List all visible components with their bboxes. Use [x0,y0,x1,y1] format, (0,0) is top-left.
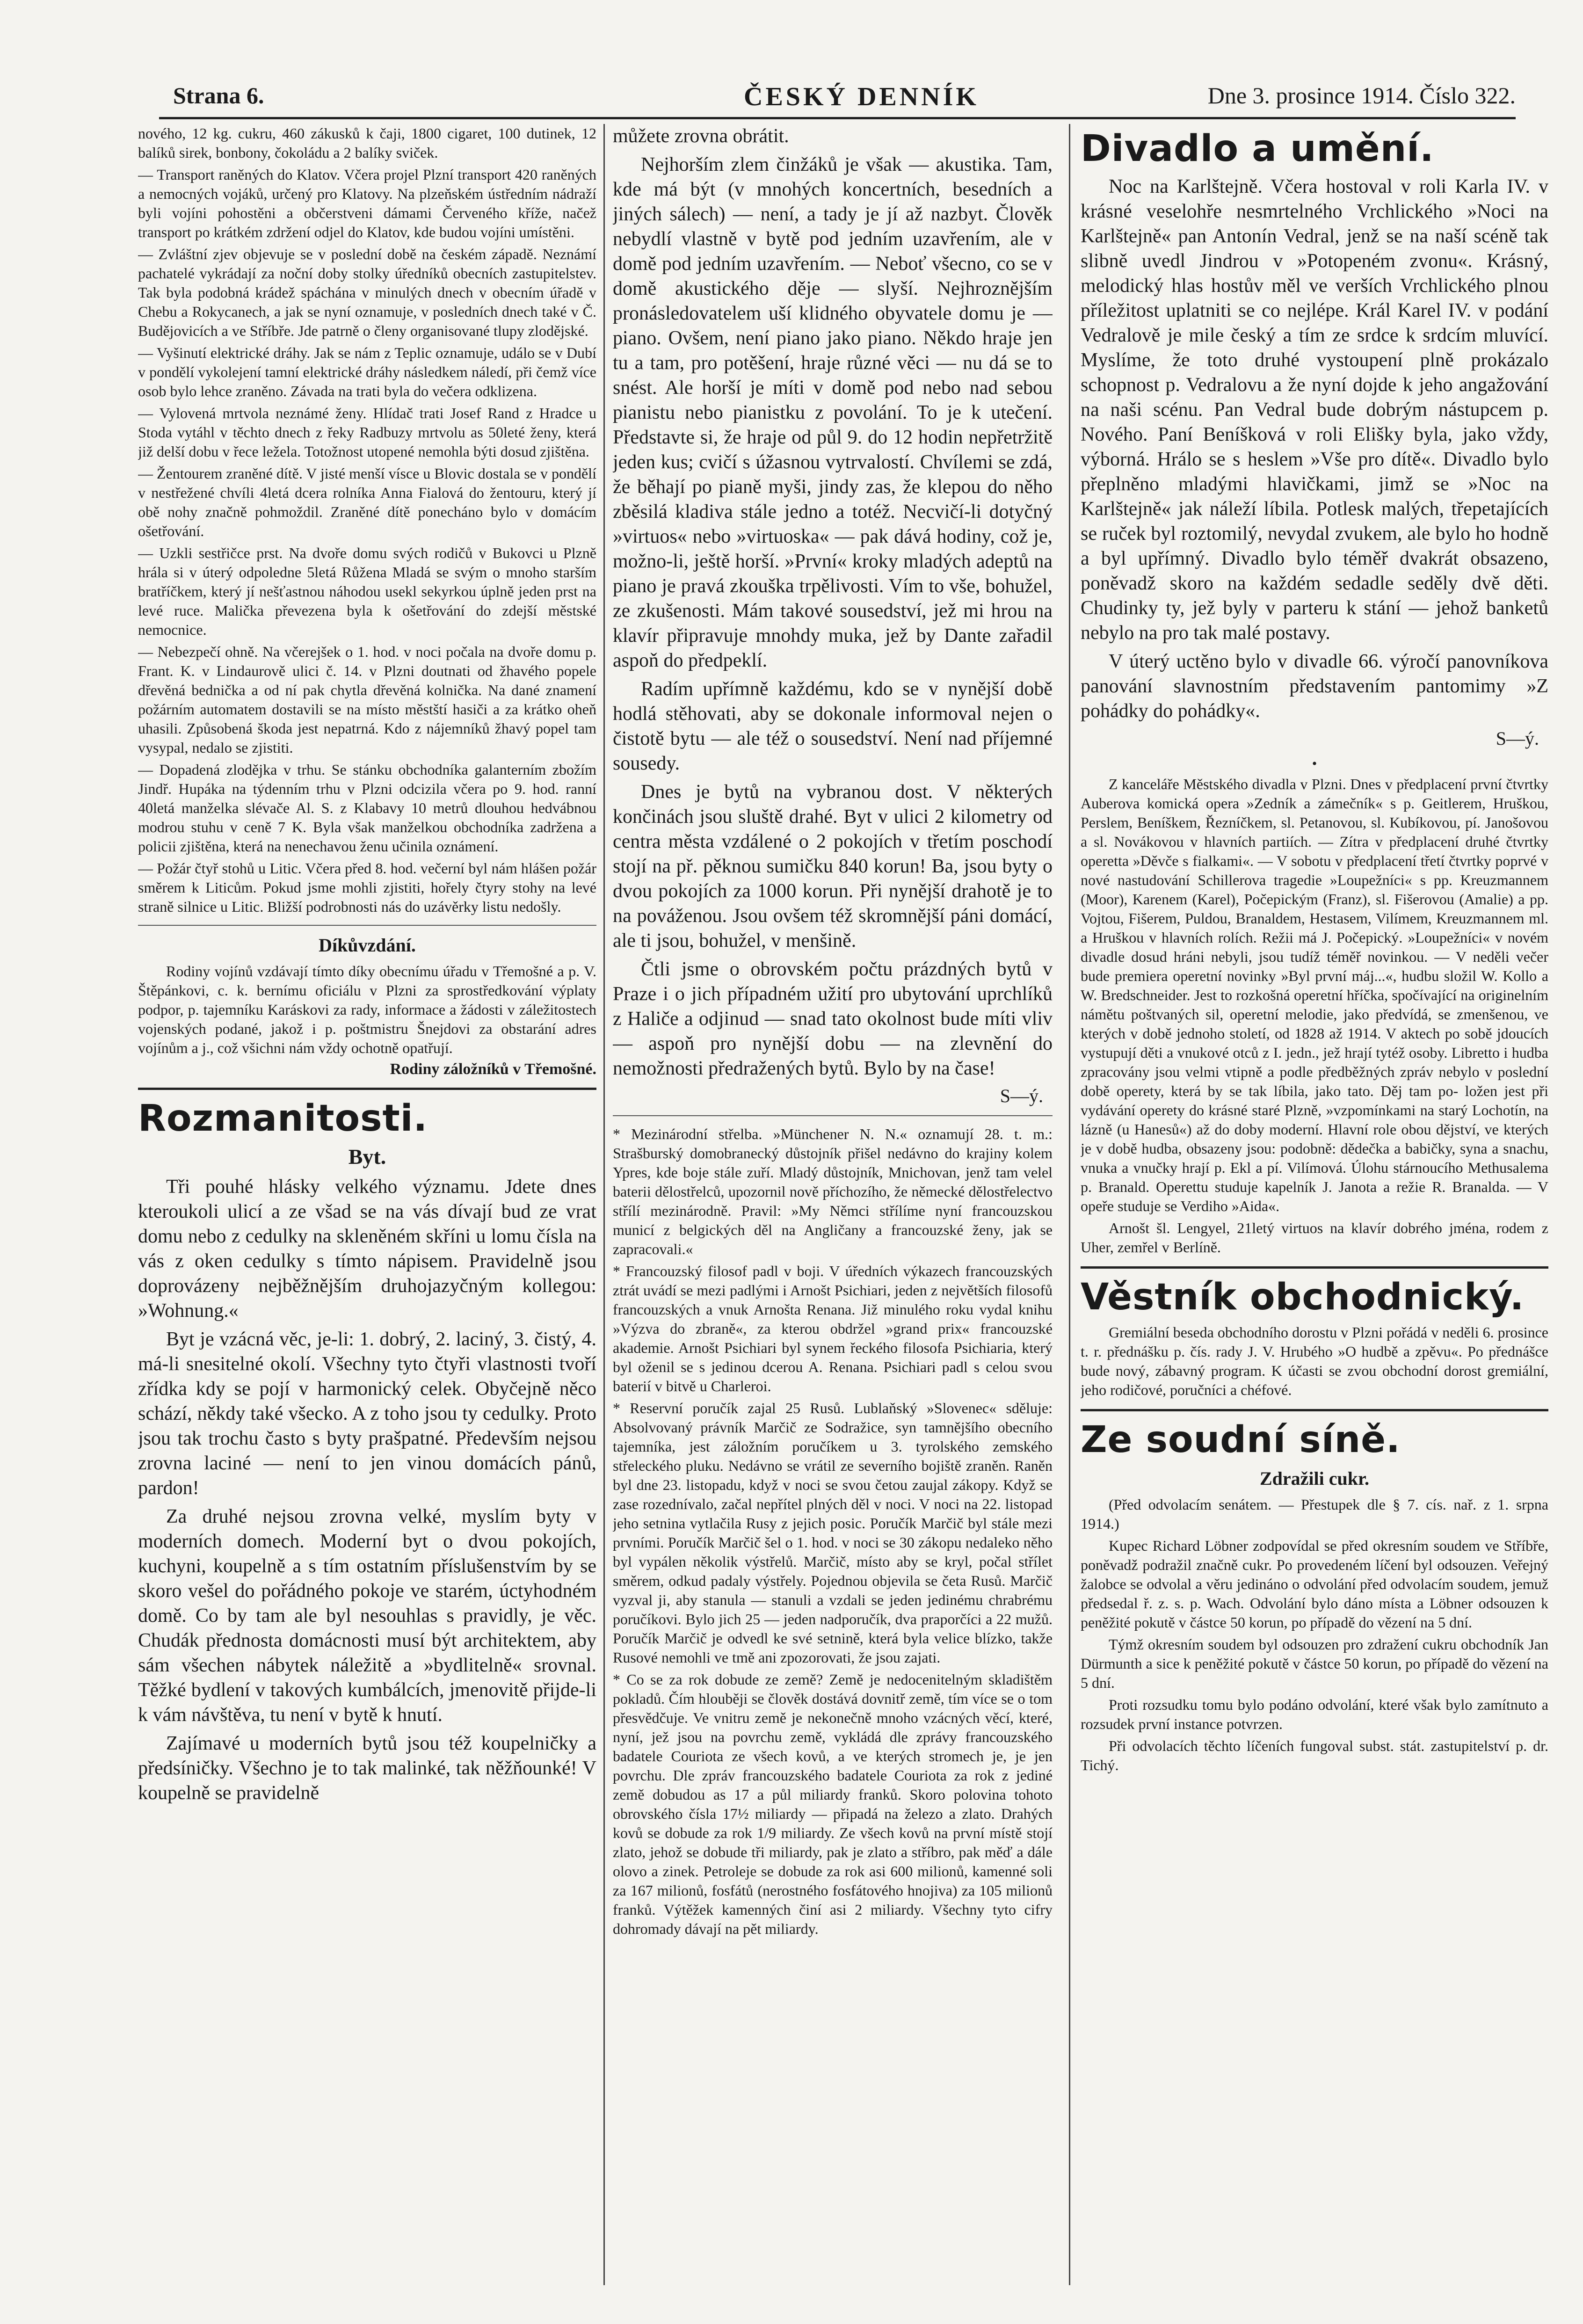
thanks-text: Rodiny vojínů vzdávají tímto díky obecnímu úřadu v Třemošné a p. V. Štěpánkovi, c. k. bernímu oficiálu v Plzni za sprostředkování výplaty podpor, p. tajemníku Karáskovi za rady, informace a žádosti v záležitostech vojenských podané, jakož i p. poštmistru Šnejdovi za obstarání adres vojínům a j., což všichni nám vždy ochotně opatřují. [138,963,596,1056]
misc-section-heading: Rozmanitosti. [138,1097,428,1140]
thanks-heading: Díkůvzdání. [319,935,416,956]
article-paragraph: Čtli jsme o obrovském počtu prázdných bytů v Praze i o jich případném užití pro ubytování uprchlíků z Haliče a odjinud — snad tato okolnost bude míti vliv — aspoň pro nynější dobu — na zlevnění do nemožnosti předražených bytů. Bylo by na čase! [613,959,1053,1079]
news-item: Týmž okresním soudem byl odsouzen pro zdražení cukru obchodník Jan Dürmunth a sice k peněžité pokutě v částce 50 korun, po případě do vězení na 5 dní. [1081,1636,1548,1691]
news-item: * Mezinárodní střelba. »Münchener N. N.« oznamují 28. t. m.: Strašburský domobranecký důstojník přišel nedávno do krajiny kolem Ypres, kde boje stále zuří. Mladý důstojník, Mnichovan, jenž tam velel baterii dělostřelců, upozornil nově příchozího, že německé dělostřelectvo střílí mezinárodně. Pravil: »My Němci střílíme nyní francouzskou municí z belgických děl na Angličany a francouzské ženy, jak se zapracovali.« [613,1126,1053,1257]
news-item: — Vylovená mrtvola neznámé ženy. Hlídač trati Josef Rand z Hradce u Stoda vytáhl v těchto dnech z řeky Radbuzy mrtvolu as 50leté ženy, která již delší dobu v řece ležela. Totožnost utopené nemohla býti dosud zjištěna. [138,405,596,460]
article-paragraph: Nejhorším zlem činžáků je však — akustika. Tam, kde má být (v mnohých koncertních, besedních a jiných sálech) — není, a tady je jí až nazbyt. Člověk nebydlí vlastně v bytě pod jedním uzavřením, ale v domě pod jedním uzavřením. — Neboť všecno, co se v domě akustického děje — slyší. Nejhroznějším pronásledovatelem uší klidného obyvatele domu je — piano. Ovšem, není piano jako piano. Někdo hraje jen tu a tam, pro potěšení, hraje různé věci — nu dá se to snést. Ale horší je míti v domě pod nebo nad sebou pianistu nebo pianistku z povolání. To je k utečení. Představte si, že hraje od půl 9. do 12 hodin nepřetržitě jeden kus; cvičí s úžasnou vytrvalostí. Chvílemi se zdá, že běhají po pianě myši, jindy zas, že klepou do něho zběsilá kladiva stále jedno a totéž. Necvičí-li dotyčný »virtuos« nebo »virtuoska« — pak dává hodiny, což je, možno-li, ještě horší. »První« kroky mladých adeptů na piano je pravá zkouška trpělivosti. Vím to vše, bohužel, ze zkušenosti. Mám takové sousedství, jež mi hrou na klavír připravuje mnohdy muka, jež by Dante zařadil aspoň do předpeklí. [613,154,1053,671]
court-section-heading: Ze soudní síně. [1081,1419,1401,1461]
section-divider [613,1115,1053,1116]
section-divider [138,1088,596,1090]
article-title: Byt. [348,1145,386,1169]
news-item: Při odvolacích těchto líčeních fungoval subst. stát. zastupitelství p. dr. Tichý. [1081,1737,1548,1773]
article-paragraph: Radím upřímně každému, kdo se v nynější době hodlá stěhovati, aby se dokonale informoval nejen o čistotě bytu — ale též o sousedství. Není nad příjemné sousedy. [613,678,1053,774]
article-paragraph: Dnes je bytů na vybranou dost. V některých končinách jsou sluště drahé. Byt v ulici 2 kilometry od centra města vzdálené o 2 pokojích v třetím poschodí stojí na př. pěknou sumičku 840 korun! Ba, jsou byty o dvou pokojích za 1000 korun. Při nynější drahotě je to na pováženou. Jsou ovšem též skromnější páni domácí, ale ti jsou, bohužel, v menšině. [613,781,1053,951]
news-item: — Žentourem zraněné dítě. V jisté menší vísce u Blovic dostala se v pondělí v nestřežené chvíli 4letá dcera rolníka Anna Fialová do žentouru, který jí obě nohy značně pohmoždil. Zraněné dítě ponecháno bylo v domácím ošetřování. [138,465,596,539]
article-paragraph: Byt je vzácná věc, je-li: 1. dobrý, 2. laciný, 3. čistý, 4. má-li snesitelné okolí. Všechny tyto čtyři vlastnosti tvoří zřídka kdy se pojí v harmonický celek. Obyčejně něco schází, někdy také všecko. A z toho jsou ty cedulky. Proto jsou tak trochu často s byty prašpatné. Především nejsou zrovna laciné — není to jen vinou domácích pánů, pardon! [138,1329,596,1499]
news-item: * Reservní poručík zajal 25 Rusů. Lublaňský »Slovenec« sděluje: Absolvovaný právník Marčič ze Sodražice, syn tamnějšího obecního tajemníka, jest záložním poručíkem u 3. tyrolského zemského střeleckého pluku. Nedávno se vrátil ze severního bojiště zraněn. Raněn byl dne 23. listopadu, když v noci se svou četou zaujal zákopy. Když se zase rozednívalo, začal nepřítel plných děl v noci. V noci na 22. listopad jeho setnina vytlačila Rusy z jejich posic. Poručík Marčič byl stále mezi prvními. Poručík Marčič šel o 1. hod. v noci se 30 zákopu nedaleko něho byl vypálen několik výstřelů. Marčič, místo aby se kryl, počal střílet směrem, odkud padaly výstřely. Pojednou objevila se četa Rusů. Marčič vyzval ji, aby stanula — stanuli a vzdali se jeden jedinému chrabrému poručíkovi. Bylo jich 25 — jeden nadporučík, dva praporčíci a 22 mužů. Poručík Marčič je odvedl ke své setnině, která byla velice blízko, takže Rusové nemohli ve tmě ani zpozorovati, že jsou zajati. [613,1400,1053,1666]
article-paragraph: Noc na Karlštejně. Včera hostoval v roli Karla IV. v krásné veselohře nesmrtelného Vrchlického »Noci na Karlštejně« pan Antonín Vedral, jenž se na naší scéně tak slibně uvedl Jindrou v »Potopeném zvonu«. Krásný, melodický hlas hostův měl ve verších Vrchlického plnou příležitost uplatniti se co nejlépe. Král Karel IV. v podání Vedralově je mile český a tím ze srdce k srdcím mluvící. Myslíme, že toto druhé vystoupení plně prokázalo schopnost p. Vedralovu a že nyní dojde k jeho angažování na naši scénu. Pan Vedral bude dobrým nástupcem p. Nového. Paní Beníšková v roli Elišky byla, jako vždy, výborná. Hrálo se s heslem »Vše pro dítě«. Divadlo bylo přeplněno mladými hlavičkami, jimž se »Noc na Karlštejně« jak náleží líbila. Potlesk malých, třepetajících se ruček byl roztomilý, nevydal zvukem, ale bylo ho hodně a byl upřímný. Divadlo bylo téměř dvakrát obsazeno, poněvadž skoro na každém sedadle seděly dvě děti. Chudinky ty, jež byly v parteru k stání — jehož banketů nebylo na pro tak malé postavy. [1081,176,1548,644]
news-item: — Dopadená zlodějka v trhu. Se stánku obchodníka galanterním zbožím Jindř. Hupáka na týdenním trhu v Plzni odcizila včera po 9. hod. ranní 40letá manželka slévače Al. S. z Klabavy 10 metrů dlouhou hedvábnou modrou stuhu v ceně 7 K. Byla však manželkou obchodníka zadržena a policii zjištěna, která na nenechavou ženu učinila oznámení. [138,761,596,855]
news-item: Arnošt šl. Lengyel, 21letý virtuos na klavír dobrého jména, rodem z Uher, zemřel v Berlíně. [1081,1220,1548,1256]
theatre-section-heading: Divadlo a umění. [1081,128,1434,170]
author-signature: S—ý. [1496,728,1539,749]
issue-date: Dne 3. prosince 1914. Číslo 322. [1207,82,1516,109]
news-item: * Francouzský filosof padl v boji. V úředních výkazech francouzských ztrát uvádí se mezi padlými i Arnošt Psichiari, jeden z největších filosofů francouzských a vnuk Arnošta Renana. Již minulého roku vydal knihu »Výzva do zbraně«, za kterou obdržel »grand prix« francouzské akademie. Arnošt Psichiari byl synem řeckého filosofa Psichiaria, který byl oženil se s jedinou dcerou A. Renana. Psichiari padl s celou svou baterií v bitvě u Charleroi. [613,1263,1053,1394]
section-divider [1081,1409,1548,1411]
news-item: — Uzkli sestřičce prst. Na dvoře domu svých rodičů v Bukovci u Plzně hrála si v úterý odpoledne 5letá Růžena Mladá se svým o mnoho starším bratříčkem, který jí nešťastnou náhodou usekl sekyrkou úplně jeden prst na levé ruce. Malička převezena byla k ošetřování do zdejší městské nemocnice. [138,545,596,638]
news-item: nového, 12 kg. cukru, 460 zákusků k čaji, 1800 cigaret, 100 dutinek, 12 balíků sirek, bonbony, čokoládu a 2 balíky sviček. [138,125,596,161]
masthead-title: ČESKÝ DENNÍK [744,82,979,111]
column-left [138,124,596,2285]
author-signature: S—ý. [1000,1085,1043,1106]
section-divider [138,925,596,926]
column-divider [603,124,605,2285]
section-divider [1081,1266,1548,1269]
article-paragraph: Tři pouhé hlásky velkého významu. Jdete dnes kteroukoli ulicí a ze všad se na vás dívají bud ze vrat domu nebo z cedulky na skleněném skříni u lomu čísla na vás z oken cedulky s tímto nápisem. Pravidelně jsou doprovázeny nejběžnějším druhojazyčným kollegou: »Wohnung.« [138,1176,596,1322]
article-paragraph: V úterý uctěno bylo v divadle 66. výročí panovníkova panování slavnostním představením pantomimy »Z pohádky do pohádky«. [1081,651,1548,722]
article-title: Zdražili cukr. [1259,1468,1370,1489]
news-item: Gremiální beseda obchodního dorostu v Plzni pořádá v neděli 6. prosince t. r. přednášku p. čís. rady J. V. Hrubého »O hudbě a zpěvu«. Po přednášce bude nový, zábavný program. K účasti se zvou obchodní dorost gremiální, jeho rodičové, poručníci a chéfové. [1081,1324,1548,1398]
article-paragraph: Za druhé nejsou zrovna velké, myslím byty v moderních domech. Moderní byt o dvou pokojích, kuchyni, koupelně a s tím ostatním příslušenstvím by se skoro vešel do pořádného pokoje ve starém, úctyhodném domě. Co by tam ale byl nesouhlas s pravidly, je věc. Chudák přednosta domácnosti musí být architektem, aby sám všechen nábytek náležitě a »bydlitelně« srovnal. Těžké bydlení v takových kumbálcích, jmenovitě přijde-li k vám návštěva, tu není v bytě k hnutí. [138,1506,596,1726]
news-item: — Zvláštní zjev objevuje se v poslední době na českém západě. Neznámí pachatelé vykrádají za noční doby stolky úředníků obecních zastupitelstev. Tak byla podobná krádež spáchána v minulých dnech v obecním úřadě v Chebu a Rokycanech, a jak se nyní oznamuje, v posledních dnech také v Č. Budějovicích a ve Stříbře. Jde patrně o členy organisované tlupy zlodějské. [138,246,596,339]
news-item: Z kanceláře Městského divadla v Plzni. Dnes v předplacení první čtvrtky Auberova komická opera »Zedník a zámečník« s p. Geitlerem, Hruškou, Perslem, Beníškem, Řezníčkem, sl. Petanovou, sl. Kubíkovou, pí. Janošovou a sl. Novákovou v hlavních partiích. — Zítra v předplacení druhé čtvrtky operetta »Děvče s fialkami«. — V sobotu v předplacení třetí čtvrtky poprvé v nové nastudování Schillerova tragedie »Loupežníci« s pp. Kreuzmannem (Moor), Karenem (Karel), Počepickým (Franz), sl. Fišerovou (Amalie) a pp. Vojtou, Fišerem, Puldou, Branaldem, Hestasem, Vilímem, Kreuzmannem ml. a Hruškou v hlavních rolích. Režii má J. Počepický. »Loupežníci« v novém divadle dosud hráni nebyli, jsou tudíž téměř novinkou. — V neděli večer bude premiera operetní novinky »Byl první máj...«, hudbu složil W. Kollo a W. Bredschneider. Jest to rozkošná operetní hříčka, spočívající na originelním námětu poštvaných sil, operetní melodie, jako předvídá, se zmenšenou, ve kterých v době jednoho století, od 1828 až 1914. V aktech po sobě jdoucích vystupují děti a vnukové otců z I. jedn., jež hrají tytéž osoby. Libretto i hudba zpracovány jsou velmi vtipně a podle předběžných zpráv nebylo v poslední době operety, která by se tak líbila, jako tato. Děj tam po- ložen jest při vydávání operety do krásné staré Plzně, »vzpomínkami na starý Lochotín, na lázně (u Hanesů«) až do doby moderní. Hlavní role obou dějství, ve kterých je v době hudba, obsazeny jsou: podobně: dědečka a babičky, syna a snachu, vnuka a vnučky hrají p. Ekl a pí. Vilímová. Úlohu stárnoucího Methusalema p. Branald. Operettu studuje kapelník J. Janota a režie R. Branalda. — V opeře studuje se Verdiho »Aida«. [1081,776,1548,1214]
page-number: Strana 6. [173,82,264,109]
news-item: — Vyšinutí elektrické dráhy. Jak se nám z Teplic oznamuje, událo se v Dubí v pondělí vykolejení tamní elektrické dráhy následkem náledí, při čemž více osob bylo lehce zraněno. Závada na trati byla do večera odklizena. [138,344,596,399]
news-item: (Před odvolacím senátem. — Přestupek dle § 7. cís. nař. z 1. srpna 1914.) [1081,1496,1548,1532]
news-item: — Nebezpečí ohně. Na včerejšek o 1. hod. v noci počala na dvoře domu p. Frant. K. v Lindaurově ulici č. 14. v Plzni doutnati od žhavého popele dřevěná bednička a od ní pak chytla dřevěná kolnička. Na dané znamení požárním automatem dostavili se na místo městští hasiči a za krátko oheň uhasili. Způsobená škoda jest nepatrná. Kdo z nájemníků žhavý popel tam vysypal, nedalo se zjistiti. [138,643,596,756]
news-item: * Co se za rok dobude ze země? Země je nedocenitelným skladištěm pokladů. Čím hlouběji se člověk dostává dovnitř země, tím více se o tom přesvědčuje. Ve vnitru země je nekonečně mnoho vzácných věcí, které, nyní, jež jsou na povrchu země, vykládá dle zprávy francouzského badatele Couriota ze všech kovů, a ve kterých stromech je, je jen povrchu. Dle zpráv francouzského badatele Couriota za rok z jediné země dobudou as 17 a půl miliardy franků. Skoro polovina tohoto obrovského čísla 17½ miliardy — připadá na železo a zlato. Drahých kovů se dobude za rok 1/9 miliardy. Ze všech kovů na první místě stojí zlato, jehož se dobude tři miliardy, pak je zlato a stříbro, pak měď a dále olovo a zinek. Petroleje se dobude za rok asi 600 milionů, kamenné soli za 167 milionů, fosfátů (nerostného fosfátového hnojiva) za 105 milionů franků. Výtěžek kamenných činí asi 2 miliardy. Všechny tyto cifry dohromady dávají na pět miliardy. [613,1671,1053,1937]
news-item: Proti rozsudku tomu bylo podáno odvolání, které však bylo zamítnuto a rozsudek první instance potvrzen. [1081,1696,1548,1732]
commerce-section-heading: Věstník obchodnický. [1081,1276,1525,1318]
column-divider [1069,124,1070,2285]
page-header [159,75,1516,119]
news-item: — Transport raněných do Klatov. Včera projel Plzní transport 420 raněných a nemocných vojáků, určený pro Klatovy. Na plzeňském ústředním nádraží byli vojíni pohostěni a občerstveni dámami Červeného kříže, načež transport po krátkém zdržení odjel do Klatov, kde budou vojíni umístěni. [138,166,596,240]
news-item: Kupec Richard Löbner zodpovídal se před okresním soudem ve Stříbře, poněvadž podražil značně cukr. Po provedeném líčení byl odsouzen. Veřejný žalobce se odvolal a věru jedináno o odvolání před odvolacím soudem, jemuž předsedal ř. z. s. p. Wach. Odvolání bylo dáno místa a Löbner odsouzen k peněžité pokutě v částce 50 korun, po případě do vězení na 5 dní. [1081,1537,1548,1631]
article-paragraph: Zajímavé u moderních bytů jsou též koupelničky a předsíničky. Všechno je to tak malinké, tak něžňounké! V koupelně se pravidelně [138,1733,596,1804]
bullet-separator-icon: • [1312,756,1317,771]
news-item: — Požár čtyř stohů u Litic. Včera před 8. hod. večerní byl nám hlášen požár směrem k Liticům. Pokud jsme mohli zjistiti, hořely čtyry stohy na levé straně silnice u Litic. Bližší podrobnosti nás do uzávěrky listu nedošly. [138,860,596,915]
article-paragraph: můžete zrovna obrátit. [613,125,789,147]
thanks-signature: Rodiny záložníků v Třemošné. [390,1060,596,1078]
column-right [1081,124,1548,2285]
column-middle [613,124,1053,2285]
